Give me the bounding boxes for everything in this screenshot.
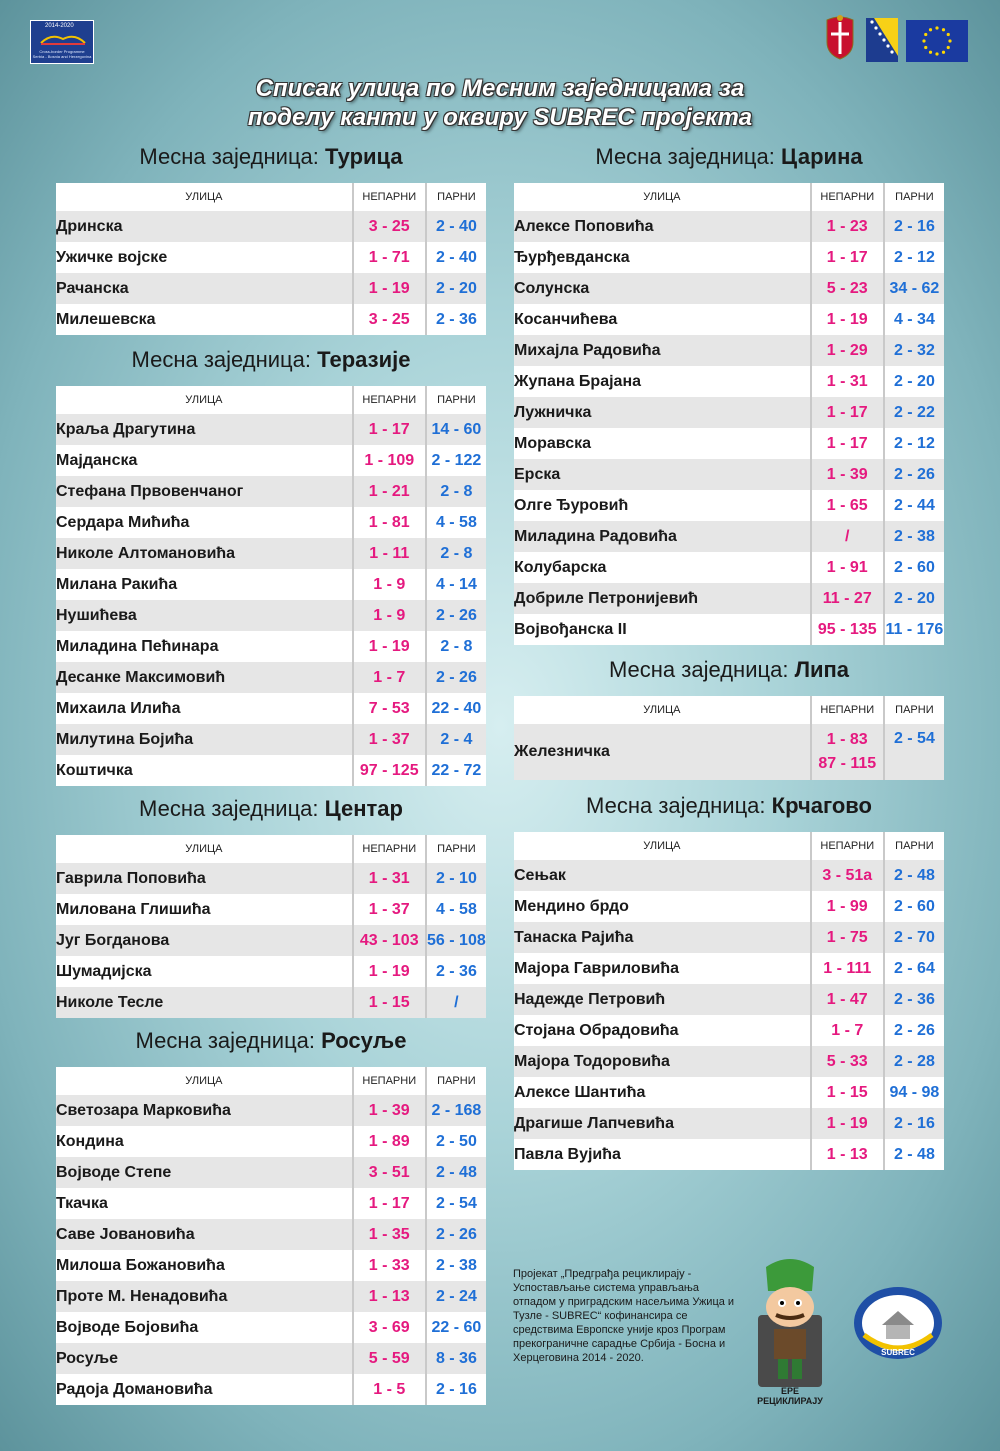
odd-numbers: 95 - 135 [811,614,884,645]
even-numbers: 2 - 26 [426,662,486,693]
col-header-street: УЛИЦА [514,183,811,211]
street-name: Нушићева [56,600,353,631]
odd-numbers: 1 - 7 [811,1015,884,1046]
col-header-street: УЛИЦА [56,835,353,863]
table-row [514,953,944,984]
odd-numbers: 1 - 17 [811,242,884,273]
street-name: Алексе Шантића [514,1077,811,1108]
even-numbers: 2 - 26 [426,1219,486,1250]
street-name: Моравска [514,428,811,459]
mascot-label: ЕРЕ РЕЦИКЛИРАЈУ [757,1386,823,1406]
even-numbers: 2 - 36 [426,304,486,335]
col-header-even: ПАРНИ [884,183,944,211]
even-numbers: 2 - 26 [426,600,486,631]
even-numbers: 2 - 60 [884,552,944,583]
even-numbers: 4 - 58 [426,507,486,538]
even-numbers: 2 - 12 [884,242,944,273]
table-row [56,538,486,569]
table-row [56,304,486,335]
odd-numbers: 5 - 59 [353,1343,426,1374]
table-row [514,1077,944,1108]
col-header-even: ПАРНИ [426,386,486,414]
table-row [514,1108,944,1139]
street-name: Проте М. Ненадовића [56,1281,353,1312]
odd-numbers: 1 - 37 [353,894,426,925]
odd-numbers: 1 - 71 [353,242,426,273]
table-row [514,860,944,891]
odd-numbers: 3 - 51 [353,1157,426,1188]
table-row [514,922,944,953]
even-numbers: 22 - 40 [426,693,486,724]
col-header-odd: НЕПАРНИ [353,386,426,414]
even-numbers: 2 - 26 [884,459,944,490]
street-name: Алексе Поповића [514,211,811,242]
table-row [514,428,944,459]
even-numbers: 14 - 60 [426,414,486,445]
table-row [56,242,486,273]
street-name: Радоја Домановића [56,1374,353,1405]
mascot-icon [748,1250,832,1400]
street-name: Војвођанска II [514,614,811,645]
table-row [56,507,486,538]
street-name: Рачанска [56,273,353,304]
street-name: Мендино брдо [514,891,811,922]
street-name: Краља Драгутина [56,414,353,445]
table-row [514,552,944,583]
odd-numbers: 1 - 81 [353,507,426,538]
table-row [514,242,944,273]
street-name: Светозара Марковића [56,1095,353,1126]
odd-numbers: 1 - 31 [811,366,884,397]
odd-numbers: 1 - 23 [811,211,884,242]
section-title-lipa: Месна заједница: Липа [608,657,850,682]
col-header-odd: НЕПАРНИ [811,183,884,211]
col-header-street: УЛИЦА [514,696,811,724]
table-row [56,414,486,445]
even-numbers: 2 - 36 [426,956,486,987]
odd-numbers: 1 - 31 [353,863,426,894]
table-row [514,984,944,1015]
odd-numbers: 1 - 15 [353,987,426,1018]
even-numbers: 2 - 44 [884,490,944,521]
eu-flag-icon [906,20,968,62]
street-name: Ткачка [56,1188,353,1219]
street-name: Ерска [514,459,811,490]
table-row [514,614,944,645]
odd-numbers: 1 - 47 [811,984,884,1015]
even-numbers: 2 - 50 [426,1126,486,1157]
table-row [56,724,486,755]
col-header-odd: НЕПАРНИ [811,832,884,860]
section-title-rosulje: Месна заједница: Росуље [135,1028,407,1053]
odd-numbers: 1 - 5 [353,1374,426,1405]
street-name: Лужничка [514,397,811,428]
even-numbers: 2 - 122 [426,445,486,476]
even-numbers: 2 - 48 [884,860,944,891]
col-header-even: ПАРНИ [884,696,944,724]
odd-numbers: 1 - 11 [353,538,426,569]
table-row [514,366,944,397]
table-row [56,1095,486,1126]
col-header-odd: НЕПАРНИ [811,696,884,724]
street-name: Михајла Радовића [514,335,811,366]
odd-numbers: 1 - 29 [811,335,884,366]
table-row [514,1015,944,1046]
even-numbers: / [426,987,486,1018]
street-name: Миладина Пећинара [56,631,353,662]
odd-numbers: 43 - 103 [353,925,426,956]
table-turica [56,183,486,335]
table-row [56,1126,486,1157]
odd-numbers: 1 - 35 [353,1219,426,1250]
table-row [56,1188,486,1219]
table-row [56,1281,486,1312]
odd-numbers: 1 - 13 [811,1139,884,1170]
odd-numbers: 3 - 69 [353,1312,426,1343]
section-title-terazije: Месна заједница: Теразије [131,347,411,372]
even-numbers: 2 - 26 [884,1015,944,1046]
table-row [514,583,944,614]
odd-numbers: / [811,521,884,552]
table-row [514,724,944,780]
odd-numbers: 1 - 19 [353,631,426,662]
even-numbers: 4 - 58 [426,894,486,925]
street-name: Милешевска [56,304,353,335]
street-name: Миладина Радовића [514,521,811,552]
even-numbers: 4 - 14 [426,569,486,600]
even-numbers: 2 - 28 [884,1046,944,1077]
col-header-street: УЛИЦА [514,832,811,860]
odd-numbers: 5 - 23 [811,273,884,304]
even-numbers: 2 - 20 [426,273,486,304]
even-numbers: 8 - 36 [426,1343,486,1374]
street-name: Николе Тесле [56,987,353,1018]
project-description: Пројекат „Предграђа рециклирају - Успостављање система управљања отпадом у приградским насељима Ужица и Тузле - SUBREC“ кофинансира се средствима Европске уније кроз Програм прекограничне сарадње Србија - Босна и Херцеговина 2014 - 2020. [513,1268,735,1364]
table-row [514,397,944,428]
col-header-street: УЛИЦА [56,183,353,211]
odd-numbers: 1 - 33 [353,1250,426,1281]
table-row [56,631,486,662]
table-row [56,956,486,987]
col-header-even: ПАРНИ [426,183,486,211]
street-name: Десанке Максимовић [56,662,353,693]
street-name: Сењак [514,860,811,891]
street-name: Драгише Лапчевића [514,1108,811,1139]
odd-numbers: 3 - 25 [353,211,426,242]
even-numbers: 2 - 38 [426,1250,486,1281]
street-name: Гаврила Поповића [56,863,353,894]
odd-numbers: 1 - 17 [811,397,884,428]
table-row [514,521,944,552]
odd-numbers: 1 - 83 87 - 115 [811,724,884,780]
street-name: Коштичка [56,755,353,786]
street-name: Дринска [56,211,353,242]
svg-text:SUBREC: SUBREC [881,1348,915,1357]
even-numbers: 2 - 16 [884,211,944,242]
even-numbers: 22 - 60 [426,1312,486,1343]
street-name: Танаска Рајића [514,922,811,953]
even-numbers: 2 - 16 [426,1374,486,1405]
odd-numbers: 1 - 37 [353,724,426,755]
table-row [56,755,486,786]
odd-numbers: 7 - 53 [353,693,426,724]
street-name: Надежде Петровић [514,984,811,1015]
odd-numbers: 11 - 27 [811,583,884,614]
street-name: Милана Ракића [56,569,353,600]
even-numbers: 2 - 40 [426,242,486,273]
odd-numbers: 1 - 39 [811,459,884,490]
street-name: Мајора Тодоровића [514,1046,811,1077]
table-row [56,662,486,693]
street-name: Ужичке војске [56,242,353,273]
even-numbers: 2 - 20 [884,583,944,614]
odd-numbers: 1 - 15 [811,1077,884,1108]
street-name: Ђурђевданска [514,242,811,273]
col-header-odd: НЕПАРНИ [353,183,426,211]
table-row [56,273,486,304]
col-header-street: УЛИЦА [56,1067,353,1095]
even-numbers: 2 - 64 [884,953,944,984]
street-name: Олге Ђуровић [514,490,811,521]
table-row [514,1139,944,1170]
even-numbers: 2 - 12 [884,428,944,459]
table-row [56,925,486,956]
odd-numbers: 1 - 99 [811,891,884,922]
odd-numbers: 1 - 111 [811,953,884,984]
section-title-krcagovo: Месна заједница: Крчагово [586,793,872,818]
table-row [514,335,944,366]
page-title: Списак улица по Месним заједницама за поделу канти у оквиру SUBREC пројекта [247,75,753,131]
table-terazije [56,386,486,786]
table-row [514,304,944,335]
table-row [56,600,486,631]
street-name: Југ Богданова [56,925,353,956]
street-name: Сердара Мићића [56,507,353,538]
even-numbers: 2 - 8 [426,538,486,569]
even-numbers: 2 - 48 [426,1157,486,1188]
street-name: Милована Глишића [56,894,353,925]
even-numbers: 22 - 72 [426,755,486,786]
street-name: Војводе Бојовића [56,1312,353,1343]
street-name: Милоша Божановића [56,1250,353,1281]
table-row [56,1312,486,1343]
col-header-odd: НЕПАРНИ [353,1067,426,1095]
section-title-centar: Месна заједница: Центар [139,796,403,821]
odd-numbers: 1 - 19 [811,304,884,335]
street-name: Војводе Степе [56,1157,353,1188]
even-numbers: 2 - 24 [426,1281,486,1312]
program-logo [30,20,94,64]
even-numbers: 2 - 8 [426,476,486,507]
table-row [514,891,944,922]
program-logo-years: 2014-2020 [45,23,74,29]
odd-numbers: 1 - 19 [811,1108,884,1139]
even-numbers: 2 - 32 [884,335,944,366]
street-name: Жупана Брајана [514,366,811,397]
table-row [514,1046,944,1077]
odd-numbers: 1 - 13 [353,1281,426,1312]
col-header-even: ПАРНИ [426,1067,486,1095]
street-name: Колубарска [514,552,811,583]
table-row [514,459,944,490]
even-numbers: 2 - 16 [884,1108,944,1139]
odd-numbers: 1 - 17 [353,1188,426,1219]
section-title-carina: Месна заједница: Царина [595,144,863,169]
subrec-logo-icon [852,1283,944,1363]
even-numbers: 2 - 22 [884,397,944,428]
street-name: Николе Алтомановића [56,538,353,569]
street-name: Добриле Петронијевић [514,583,811,614]
odd-numbers: 1 - 19 [353,956,426,987]
even-numbers: 2 - 4 [426,724,486,755]
table-row [56,569,486,600]
street-name: Саве Јовановића [56,1219,353,1250]
odd-numbers: 3 - 51а [811,860,884,891]
even-numbers: 11 - 176 [884,614,944,645]
even-numbers: 2 - 20 [884,366,944,397]
even-numbers: 2 - 8 [426,631,486,662]
even-numbers: 2 - 54 [426,1188,486,1219]
odd-numbers: 1 - 9 [353,569,426,600]
table-row [56,987,486,1018]
street-name: Мајданска [56,445,353,476]
street-name: Павла Вујића [514,1139,811,1170]
odd-numbers: 1 - 75 [811,922,884,953]
table-row [56,211,486,242]
table-rosulje [56,1067,486,1405]
even-numbers: 2 - 60 [884,891,944,922]
table-row [56,693,486,724]
table-row [514,211,944,242]
odd-numbers: 1 - 21 [353,476,426,507]
street-name: Железничка [514,724,811,780]
street-name: Кондина [56,1126,353,1157]
table-row [56,1157,486,1188]
street-name: Шумадијска [56,956,353,987]
even-numbers: 2 - 70 [884,922,944,953]
col-header-even: ПАРНИ [884,832,944,860]
even-numbers: 2 - 36 [884,984,944,1015]
odd-numbers: 3 - 25 [353,304,426,335]
col-header-odd: НЕПАРНИ [353,835,426,863]
table-krcagovo [514,832,944,1170]
even-numbers: 2 - 54 [884,724,944,780]
table-row [56,1250,486,1281]
table-row [56,1219,486,1250]
even-numbers: 34 - 62 [884,273,944,304]
serbia-coat-of-arms-icon [823,14,857,60]
odd-numbers: 1 - 39 [353,1095,426,1126]
odd-numbers: 1 - 91 [811,552,884,583]
street-name: Косанчићева [514,304,811,335]
even-numbers: 2 - 40 [426,211,486,242]
table-row [56,1374,486,1405]
odd-numbers: 1 - 17 [353,414,426,445]
odd-numbers: 1 - 19 [353,273,426,304]
odd-numbers: 1 - 65 [811,490,884,521]
col-header-even: ПАРНИ [426,835,486,863]
odd-numbers: 1 - 9 [353,600,426,631]
odd-numbers: 1 - 17 [811,428,884,459]
even-numbers: 2 - 48 [884,1139,944,1170]
col-header-street: УЛИЦА [56,386,353,414]
street-name: Милутина Бојића [56,724,353,755]
even-numbers: 94 - 98 [884,1077,944,1108]
table-row [56,445,486,476]
odd-numbers: 1 - 89 [353,1126,426,1157]
table-row [56,1343,486,1374]
table-row [56,894,486,925]
street-name: Стефана Првовенчаног [56,476,353,507]
odd-numbers: 5 - 33 [811,1046,884,1077]
table-carina [514,183,944,645]
table-centar [56,835,486,1018]
street-name: Солунска [514,273,811,304]
odd-numbers: 1 - 109 [353,445,426,476]
street-name: Михаила Илића [56,693,353,724]
even-numbers: 56 - 108 [426,925,486,956]
street-name: Мајора Гавриловића [514,953,811,984]
section-title-turica: Месна заједница: Турица [139,144,403,169]
table-row [514,490,944,521]
bridge-icon [39,31,87,47]
even-numbers: 2 - 38 [884,521,944,552]
even-numbers: 2 - 10 [426,863,486,894]
street-name: Стојана Обрадовића [514,1015,811,1046]
table-row [56,476,486,507]
odd-numbers: 1 - 7 [353,662,426,693]
table-lipa [514,696,944,780]
bosnia-flag-icon [866,18,898,62]
street-name: Росуље [56,1343,353,1374]
even-numbers: 2 - 168 [426,1095,486,1126]
table-row [56,863,486,894]
table-row [514,273,944,304]
even-numbers: 4 - 34 [884,304,944,335]
odd-numbers: 97 - 125 [353,755,426,786]
program-logo-text: Cross-border Programme Serbia - Bosnia and Herzegovina [32,49,92,59]
